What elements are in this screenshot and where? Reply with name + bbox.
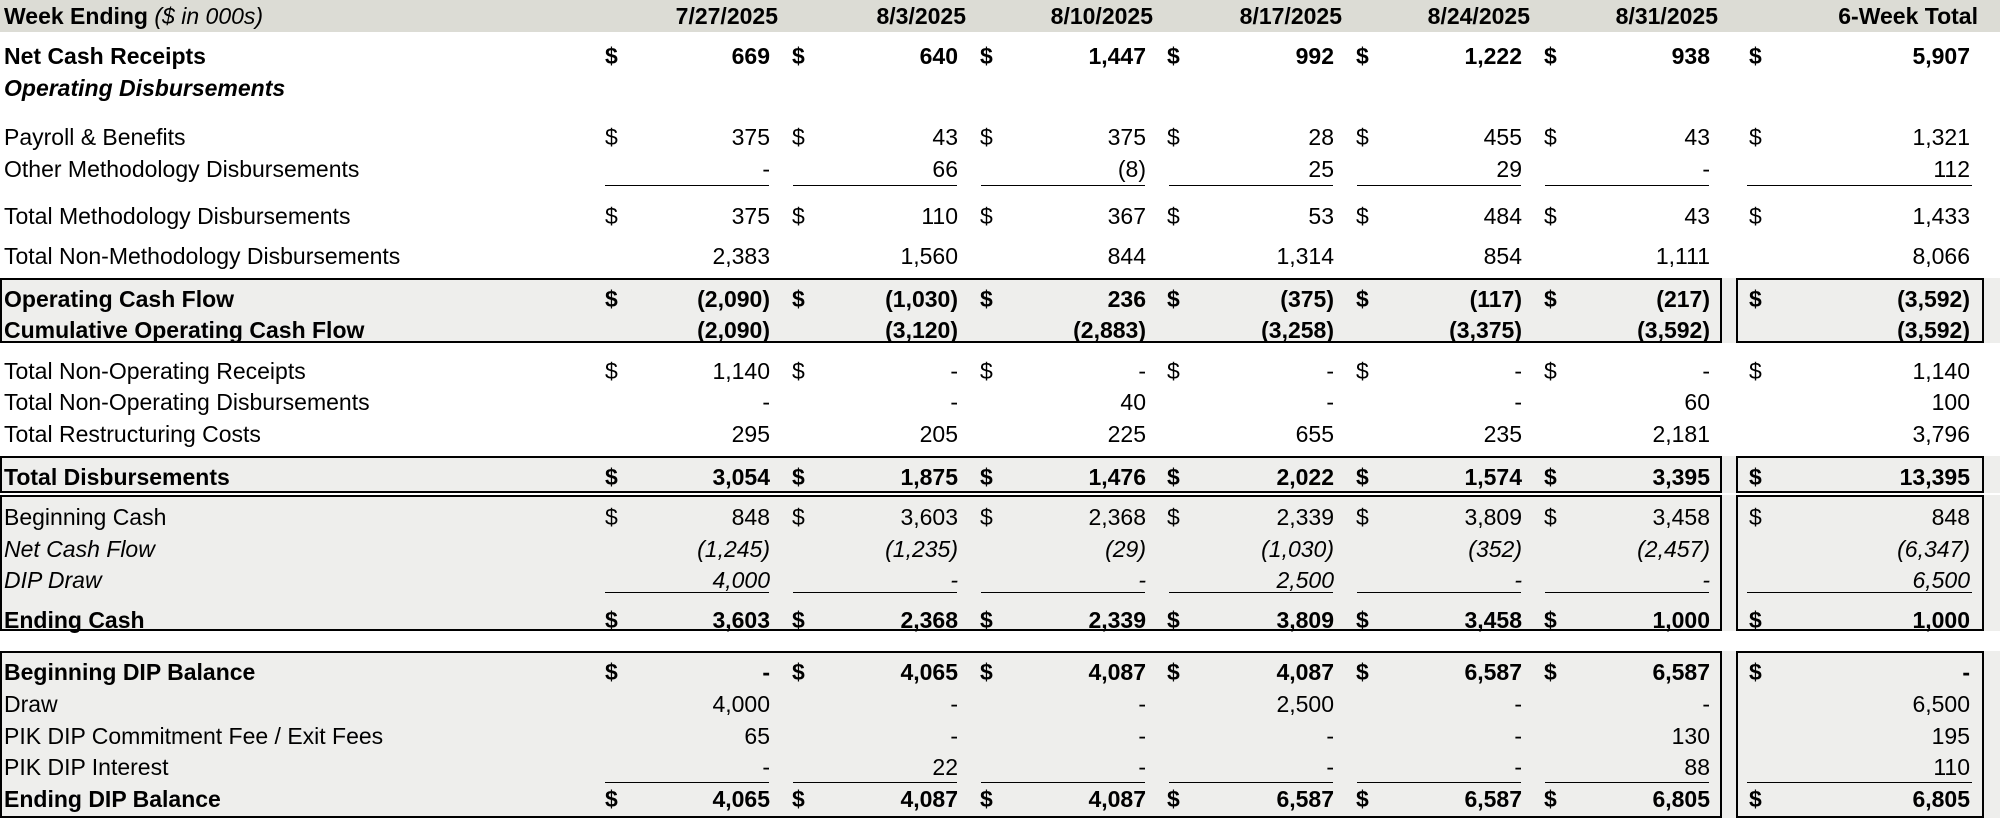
week-value-cell: 640 <box>919 43 958 69</box>
dollar-sign: $ <box>1749 203 1762 229</box>
week-value-cell: 130 <box>1671 723 1710 749</box>
week-value-cell: 2,500 <box>1276 567 1334 593</box>
week-value-cell: 375 <box>731 203 770 229</box>
dollar-sign: $ <box>1544 464 1557 490</box>
week-value-cell: - <box>1702 691 1710 717</box>
week-value-cell: 2,339 <box>1276 504 1334 530</box>
week-value-cell: - <box>762 389 770 415</box>
week-value-cell: 22 <box>932 754 958 780</box>
week-value-cell: 28 <box>1308 124 1334 150</box>
week-value-cell: 2,368 <box>900 607 958 633</box>
dollar-sign: $ <box>980 659 993 685</box>
dollar-sign: $ <box>1167 203 1180 229</box>
week-value-cell: 6,587 <box>1464 659 1522 685</box>
dollar-sign: $ <box>1356 124 1369 150</box>
week-value-cell: - <box>1138 723 1146 749</box>
subtotal-underline <box>981 185 1145 186</box>
row-label: Beginning Cash <box>4 504 167 530</box>
dollar-sign: $ <box>792 286 805 312</box>
dollar-sign: $ <box>605 203 618 229</box>
week-value-cell: 3,054 <box>712 464 770 490</box>
week-value-cell: 235 <box>1483 421 1522 447</box>
total-value-cell: 1,433 <box>1912 203 1970 229</box>
week-value-cell: 6,587 <box>1276 786 1334 812</box>
row-label: Cumulative Operating Cash Flow <box>4 317 365 343</box>
week-value-cell: 3,603 <box>712 607 770 633</box>
week-value-cell: 367 <box>1107 203 1146 229</box>
dollar-sign: $ <box>1544 43 1557 69</box>
dollar-sign: $ <box>1167 607 1180 633</box>
dollar-sign: $ <box>1167 358 1180 384</box>
week-column-header: 8/24/2025 <box>1427 3 1530 29</box>
section-border-box <box>0 651 1722 818</box>
dollar-sign: $ <box>980 124 993 150</box>
week-value-cell: 844 <box>1107 243 1146 269</box>
subtotal-underline <box>1169 185 1333 186</box>
dollar-sign: $ <box>1167 124 1180 150</box>
week-value-cell: 225 <box>1107 421 1146 447</box>
total-value-cell: 100 <box>1931 389 1970 415</box>
week-value-cell: - <box>950 358 958 384</box>
week-column-header: 8/31/2025 <box>1615 3 1718 29</box>
week-value-cell: - <box>1702 358 1710 384</box>
units-label: ($ in 000s) <box>154 3 264 29</box>
dollar-sign: $ <box>792 358 805 384</box>
week-value-cell: - <box>1702 156 1710 182</box>
row-label: DIP Draw <box>4 567 102 593</box>
row-label: Total Non-Methodology Disbursements <box>4 243 401 269</box>
total-value-cell: 3,796 <box>1912 421 1970 447</box>
week-ending-header <box>4 2 263 30</box>
subtotal-underline <box>605 185 769 186</box>
week-value-cell: - <box>1514 389 1522 415</box>
subtotal-underline <box>1357 185 1521 186</box>
total-value-cell: 6,805 <box>1912 786 1970 812</box>
row-label: Operating Cash Flow <box>4 286 235 312</box>
row-label: Ending Cash <box>4 607 145 633</box>
row-label: Total Methodology Disbursements <box>4 203 351 229</box>
week-value-cell: - <box>1326 754 1334 780</box>
row-label: Other Methodology Disbursements <box>4 156 360 182</box>
week-value-cell: (29) <box>1105 536 1146 562</box>
dollar-sign: $ <box>980 504 993 530</box>
week-value-cell: 4,087 <box>1088 659 1146 685</box>
week-ending-label: Week Ending <box>4 3 148 29</box>
total-value-cell: 110 <box>1933 754 1970 780</box>
week-value-cell: - <box>762 754 770 780</box>
row-label: Total Non-Operating Disbursements <box>4 389 370 415</box>
week-value-cell: 1,222 <box>1464 43 1522 69</box>
dollar-sign: $ <box>1749 358 1762 384</box>
week-value-cell: (3,258) <box>1261 317 1334 343</box>
week-value-cell: - <box>1514 691 1522 717</box>
week-value-cell: - <box>1514 567 1522 593</box>
dollar-sign: $ <box>980 203 993 229</box>
week-value-cell: - <box>1326 389 1334 415</box>
dollar-sign: $ <box>980 43 993 69</box>
week-value-cell: 25 <box>1308 156 1334 182</box>
dollar-sign: $ <box>1167 43 1180 69</box>
dollar-sign: $ <box>792 786 805 812</box>
week-value-cell: 1,140 <box>712 358 770 384</box>
dollar-sign: $ <box>980 607 993 633</box>
dollar-sign: $ <box>1749 124 1762 150</box>
week-value-cell: 375 <box>731 124 770 150</box>
dollar-sign: $ <box>1544 358 1557 384</box>
dollar-sign: $ <box>980 464 993 490</box>
week-value-cell: 2,339 <box>1088 607 1146 633</box>
week-value-cell: - <box>950 691 958 717</box>
total-value-cell: 8,066 <box>1912 243 1970 269</box>
total-value-cell: 195 <box>1931 723 1970 749</box>
total-value-cell: 1,140 <box>1912 358 1970 384</box>
week-column-header: 7/27/2025 <box>675 3 778 29</box>
week-value-cell: - <box>950 567 958 593</box>
total-value-cell: (3,592) <box>1897 317 1970 343</box>
total-section-border-box <box>1736 278 1984 343</box>
row-label: Total Disbursements <box>4 464 230 490</box>
week-value-cell: (352) <box>1468 536 1522 562</box>
dollar-sign: $ <box>792 659 805 685</box>
week-value-cell: 6,805 <box>1652 786 1710 812</box>
total-value-cell: 1,321 <box>1912 124 1970 150</box>
week-value-cell: - <box>1514 723 1522 749</box>
row-label: Total Restructuring Costs <box>4 421 261 447</box>
week-value-cell: - <box>762 659 770 685</box>
dollar-sign: $ <box>1167 659 1180 685</box>
total-value-cell: (6,347) <box>1897 536 1970 562</box>
dollar-sign: $ <box>605 659 618 685</box>
week-value-cell: 53 <box>1308 203 1334 229</box>
row-label: PIK DIP Interest <box>4 754 169 780</box>
dollar-sign: $ <box>1356 464 1369 490</box>
row-label: Net Cash Receipts <box>4 43 206 69</box>
week-value-cell: (2,090) <box>697 317 770 343</box>
dollar-sign: $ <box>1356 504 1369 530</box>
dollar-sign: $ <box>605 286 618 312</box>
week-value-cell: 3,603 <box>900 504 958 530</box>
week-value-cell: - <box>1326 358 1334 384</box>
week-value-cell: 6,587 <box>1464 786 1522 812</box>
total-value-cell: 112 <box>1933 156 1970 182</box>
week-value-cell: 43 <box>1684 124 1710 150</box>
subtotal-underline <box>1747 185 1972 186</box>
week-value-cell: (3,375) <box>1449 317 1522 343</box>
week-value-cell: 2,368 <box>1088 504 1146 530</box>
row-label: Draw <box>4 691 58 717</box>
dollar-sign: $ <box>1356 203 1369 229</box>
week-value-cell: 40 <box>1120 389 1146 415</box>
week-value-cell: - <box>1138 754 1146 780</box>
week-value-cell: (2,883) <box>1073 317 1146 343</box>
dollar-sign: $ <box>605 786 618 812</box>
dollar-sign: $ <box>1544 203 1557 229</box>
total-value-cell: 848 <box>1931 504 1970 530</box>
dollar-sign: $ <box>605 504 618 530</box>
section-border-box <box>0 456 1722 493</box>
dollar-sign: $ <box>1167 464 1180 490</box>
week-value-cell: 4,087 <box>1276 659 1334 685</box>
week-value-cell: 1,111 <box>1655 243 1710 269</box>
week-value-cell: - <box>1138 691 1146 717</box>
week-value-cell: 295 <box>731 421 770 447</box>
dollar-sign: $ <box>1356 286 1369 312</box>
dollar-sign: $ <box>792 464 805 490</box>
dollar-sign: $ <box>1356 786 1369 812</box>
total-value-cell: 6,500 <box>1912 691 1970 717</box>
week-value-cell: 236 <box>1107 286 1146 312</box>
week-value-cell: 4,087 <box>1088 786 1146 812</box>
week-value-cell: (1,235) <box>885 536 958 562</box>
week-value-cell: 669 <box>731 43 770 69</box>
week-value-cell: 375 <box>1107 124 1146 150</box>
dollar-sign: $ <box>1544 607 1557 633</box>
total-value-cell: 1,000 <box>1912 607 1970 633</box>
week-column-header: 8/17/2025 <box>1239 3 1342 29</box>
week-value-cell: - <box>1326 723 1334 749</box>
total-value-cell: 13,395 <box>1899 464 1970 490</box>
week-value-cell: 655 <box>1295 421 1334 447</box>
dollar-sign: $ <box>1356 358 1369 384</box>
dollar-sign: $ <box>1356 659 1369 685</box>
dollar-sign: $ <box>605 43 618 69</box>
row-label: PIK DIP Commitment Fee / Exit Fees <box>4 723 384 749</box>
week-value-cell: (2,090) <box>697 286 770 312</box>
section-border-box <box>0 278 1722 343</box>
week-value-cell: (1,030) <box>1261 536 1334 562</box>
subtotal-underline <box>1545 185 1709 186</box>
week-value-cell: 4,065 <box>900 659 958 685</box>
week-value-cell: - <box>950 389 958 415</box>
row-label: Net Cash Flow <box>4 536 155 562</box>
week-value-cell: (1,245) <box>697 536 770 562</box>
week-value-cell: 3,395 <box>1652 464 1710 490</box>
week-column-header: 8/3/2025 <box>876 3 966 29</box>
week-value-cell: 2,181 <box>1652 421 1710 447</box>
week-value-cell: - <box>950 723 958 749</box>
dollar-sign: $ <box>980 786 993 812</box>
week-value-cell: 4,000 <box>712 691 770 717</box>
dollar-sign: $ <box>1749 504 1762 530</box>
dollar-sign: $ <box>1749 786 1762 812</box>
week-value-cell: 60 <box>1684 389 1710 415</box>
row-label: Operating Disbursements <box>4 75 286 101</box>
dollar-sign: $ <box>792 607 805 633</box>
total-column-header: 6-Week Total <box>1838 3 1978 29</box>
dollar-sign: $ <box>1749 659 1762 685</box>
week-value-cell: 110 <box>921 203 958 229</box>
dollar-sign: $ <box>1749 464 1762 490</box>
week-value-cell: 1,476 <box>1088 464 1146 490</box>
dollar-sign: $ <box>1544 504 1557 530</box>
week-value-cell: 4,087 <box>900 786 958 812</box>
week-value-cell: (375) <box>1280 286 1334 312</box>
total-value-cell: - <box>1962 659 1970 685</box>
row-label: Payroll & Benefits <box>4 124 186 150</box>
dollar-sign: $ <box>1356 43 1369 69</box>
week-value-cell: 938 <box>1671 43 1710 69</box>
week-value-cell: 66 <box>932 156 958 182</box>
dollar-sign: $ <box>792 43 805 69</box>
row-label: Total Non-Operating Receipts <box>4 358 306 384</box>
week-value-cell: 1,447 <box>1088 43 1146 69</box>
dollar-sign: $ <box>792 124 805 150</box>
dollar-sign: $ <box>980 358 993 384</box>
week-value-cell: (117) <box>1469 286 1522 312</box>
week-value-cell: 88 <box>1684 754 1710 780</box>
week-value-cell: 43 <box>932 124 958 150</box>
dollar-sign: $ <box>605 464 618 490</box>
week-value-cell: 3,458 <box>1652 504 1710 530</box>
week-value-cell: 3,458 <box>1464 607 1522 633</box>
week-value-cell: 1,000 <box>1652 607 1710 633</box>
total-value-cell: 6,500 <box>1912 567 1970 593</box>
dollar-sign: $ <box>1167 286 1180 312</box>
week-value-cell: 3,809 <box>1464 504 1522 530</box>
week-value-cell: 43 <box>1684 203 1710 229</box>
week-value-cell: (2,457) <box>1637 536 1710 562</box>
week-value-cell: 2,383 <box>712 243 770 269</box>
week-value-cell: - <box>1514 358 1522 384</box>
dollar-sign: $ <box>980 286 993 312</box>
week-value-cell: 848 <box>731 504 770 530</box>
week-value-cell: - <box>1702 567 1710 593</box>
dollar-sign: $ <box>1167 786 1180 812</box>
week-column-header: 8/10/2025 <box>1050 3 1153 29</box>
week-value-cell: 205 <box>919 421 958 447</box>
total-value-cell: (3,592) <box>1897 286 1970 312</box>
dollar-sign: $ <box>1544 659 1557 685</box>
week-value-cell: (8) <box>1117 156 1146 182</box>
total-section-border-box <box>1736 456 1984 493</box>
dollar-sign: $ <box>1749 607 1762 633</box>
dollar-sign: $ <box>1356 607 1369 633</box>
section-border-box <box>0 495 1722 631</box>
week-value-cell: (1,030) <box>885 286 958 312</box>
week-value-cell: 1,574 <box>1464 464 1522 490</box>
week-value-cell: 4,065 <box>712 786 770 812</box>
week-value-cell: 484 <box>1483 203 1522 229</box>
week-value-cell: - <box>1514 754 1522 780</box>
week-value-cell: 65 <box>744 723 770 749</box>
dollar-sign: $ <box>605 124 618 150</box>
total-section-border-box <box>1736 495 1984 631</box>
dollar-sign: $ <box>605 358 618 384</box>
week-value-cell: 3,809 <box>1276 607 1334 633</box>
dollar-sign: $ <box>1544 786 1557 812</box>
week-value-cell: 455 <box>1483 124 1522 150</box>
dollar-sign: $ <box>1544 124 1557 150</box>
week-value-cell: (3,120) <box>885 317 958 343</box>
week-value-cell: 1,314 <box>1276 243 1334 269</box>
dollar-sign: $ <box>1749 286 1762 312</box>
dollar-sign: $ <box>605 607 618 633</box>
week-value-cell: 854 <box>1483 243 1522 269</box>
week-value-cell: - <box>762 156 770 182</box>
week-value-cell: 6,587 <box>1652 659 1710 685</box>
subtotal-underline <box>793 185 957 186</box>
week-value-cell: - <box>1138 358 1146 384</box>
dollar-sign: $ <box>1544 286 1557 312</box>
row-label: Beginning DIP Balance <box>4 659 256 685</box>
dollar-sign: $ <box>1749 43 1762 69</box>
week-value-cell: 992 <box>1295 43 1334 69</box>
dollar-sign: $ <box>792 504 805 530</box>
week-value-cell: (3,592) <box>1637 317 1710 343</box>
week-value-cell: 29 <box>1496 156 1522 182</box>
dollar-sign: $ <box>792 203 805 229</box>
row-label: Ending DIP Balance <box>4 786 221 812</box>
week-value-cell: - <box>1138 567 1146 593</box>
week-value-cell: 2,500 <box>1276 691 1334 717</box>
week-value-cell: 1,560 <box>900 243 958 269</box>
week-value-cell: 2,022 <box>1276 464 1334 490</box>
week-value-cell: 4,000 <box>712 567 770 593</box>
total-value-cell: 5,907 <box>1912 43 1970 69</box>
week-value-cell: 1,875 <box>900 464 958 490</box>
week-value-cell: (217) <box>1656 286 1710 312</box>
dollar-sign: $ <box>1167 504 1180 530</box>
total-section-border-box <box>1736 651 1984 818</box>
